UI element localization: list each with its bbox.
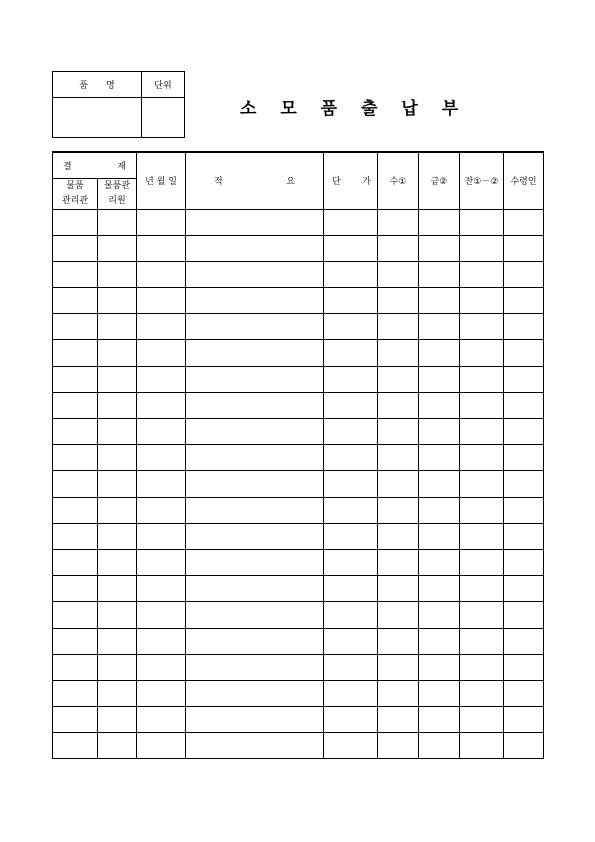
quantity-cell[interactable] [378,549,419,575]
unit-price-cell[interactable] [324,340,378,366]
amount-cell[interactable] [419,602,460,628]
amount-cell[interactable] [419,314,460,340]
description-cell[interactable] [186,680,324,706]
amount-cell[interactable] [419,340,460,366]
unit-price-cell[interactable] [324,549,378,575]
amount-cell[interactable] [419,419,460,445]
quantity-cell[interactable] [378,602,419,628]
approver-2-header [98,178,137,209]
table-row [53,445,544,471]
amount-cell[interactable] [419,733,460,759]
approver-2-cell[interactable] [98,549,137,575]
unit-header [142,72,184,98]
balance-cell[interactable] [460,235,504,261]
description-cell[interactable] [186,392,324,418]
date-cell[interactable] [137,654,186,680]
amount-cell[interactable] [419,707,460,733]
amount-cell[interactable] [419,392,460,418]
date-cell[interactable] [137,314,186,340]
approver-2-cell[interactable] [98,366,137,392]
amount-cell[interactable] [419,471,460,497]
approver-2-cell[interactable] [98,707,137,733]
approver-2-cell[interactable] [98,628,137,654]
approver-1-cell[interactable] [53,261,98,287]
unit-price-cell[interactable] [324,209,378,235]
balance-cell[interactable] [460,576,504,602]
approver-1-cell[interactable] [53,209,98,235]
recipient-seal-cell[interactable] [504,314,544,340]
approver-2-cell[interactable] [98,602,137,628]
description-cell[interactable] [186,602,324,628]
recipient-seal-cell[interactable] [504,235,544,261]
balance-cell[interactable] [460,497,504,523]
approver-2-cell[interactable] [98,497,137,523]
balance-cell[interactable] [460,654,504,680]
approver-1-cell[interactable] [53,288,98,314]
amount-label: 금② [430,177,448,188]
amount-cell[interactable] [419,445,460,471]
balance-cell[interactable] [460,314,504,340]
table-row [53,654,544,680]
approver-2-cell[interactable] [98,523,137,549]
date-cell[interactable] [137,340,186,366]
date-cell[interactable] [137,602,186,628]
quantity-cell[interactable] [378,628,419,654]
approver-2-cell[interactable] [98,680,137,706]
balance-cell[interactable] [460,392,504,418]
description-cell[interactable] [186,549,324,575]
approver-2-cell[interactable] [98,576,137,602]
description-cell[interactable] [186,471,324,497]
description-label-2: 요 [286,177,295,188]
recipient-seal-cell[interactable] [504,471,544,497]
amount-cell[interactable] [419,523,460,549]
balance-cell[interactable] [460,628,504,654]
approver-1-cell[interactable] [53,471,98,497]
table-row [53,340,544,366]
ledger-body [53,209,544,759]
balance-cell[interactable] [460,549,504,575]
quantity-header [378,152,419,209]
approver-2-cell[interactable] [98,288,137,314]
ledger-table [52,151,544,759]
description-cell[interactable] [186,419,324,445]
unit-price-cell[interactable] [324,235,378,261]
recipient-seal-label: 수령인 [510,177,537,188]
balance-cell[interactable] [460,209,504,235]
balance-cell[interactable] [460,288,504,314]
item-name-header [53,72,142,98]
quantity-cell[interactable] [378,471,419,497]
date-cell[interactable] [137,497,186,523]
date-cell[interactable] [137,288,186,314]
unit-price-cell[interactable] [324,366,378,392]
quantity-label: 수① [389,177,407,188]
table-row [53,419,544,445]
approver-1-cell[interactable] [53,733,98,759]
recipient-seal-cell[interactable] [504,419,544,445]
unit-price-label-2: 가 [362,177,371,188]
description-cell[interactable] [186,445,324,471]
description-header [186,152,324,209]
description-cell[interactable] [186,497,324,523]
approver-1-header [53,178,98,209]
date-cell[interactable] [137,707,186,733]
quantity-cell[interactable] [378,366,419,392]
amount-cell[interactable] [419,549,460,575]
approver-1-cell[interactable] [53,235,98,261]
balance-cell[interactable] [460,471,504,497]
amount-cell[interactable] [419,628,460,654]
amount-cell[interactable] [419,497,460,523]
quantity-cell[interactable] [378,680,419,706]
approver-2-cell[interactable] [98,340,137,366]
approver-2-cell[interactable] [98,471,137,497]
description-label-1: 적 [214,177,223,188]
date-cell[interactable] [137,680,186,706]
approver-1-cell[interactable] [53,680,98,706]
unit-price-cell[interactable] [324,654,378,680]
header-row-1 [53,152,544,178]
description-cell[interactable] [186,576,324,602]
quantity-cell[interactable] [378,209,419,235]
unit-price-cell[interactable] [324,419,378,445]
approver-1-cell[interactable] [53,497,98,523]
balance-label: 잔①－② [464,177,499,188]
amount-cell[interactable] [419,654,460,680]
balance-cell[interactable] [460,707,504,733]
approval-label-2: 재 [117,161,126,172]
unit-label: 단위 [154,81,172,91]
description-cell[interactable] [186,654,324,680]
unit-price-cell[interactable] [324,576,378,602]
quantity-cell[interactable] [378,445,419,471]
approver-1-cell[interactable] [53,549,98,575]
quantity-cell[interactable] [378,523,419,549]
date-cell[interactable] [137,445,186,471]
recipient-seal-cell[interactable] [504,628,544,654]
approver-1-cell[interactable] [53,314,98,340]
quantity-cell[interactable] [378,288,419,314]
quantity-cell[interactable] [378,235,419,261]
description-cell[interactable] [186,366,324,392]
unit-price-cell[interactable] [324,628,378,654]
unit-price-label-1: 단 [332,177,341,188]
recipient-seal-cell[interactable] [504,654,544,680]
quantity-cell[interactable] [378,707,419,733]
recipient-seal-cell[interactable] [504,576,544,602]
recipient-seal-cell[interactable] [504,288,544,314]
amount-cell[interactable] [419,261,460,287]
approver-1-cell[interactable] [53,602,98,628]
recipient-seal-cell[interactable] [504,392,544,418]
balance-header [460,152,504,209]
date-cell[interactable] [137,523,186,549]
approver-2-cell[interactable] [98,419,137,445]
quantity-cell[interactable] [378,733,419,759]
balance-cell[interactable] [460,366,504,392]
recipient-seal-cell[interactable] [504,209,544,235]
approver-2-cell[interactable] [98,733,137,759]
balance-cell[interactable] [460,680,504,706]
approver-2-cell[interactable] [98,209,137,235]
amount-cell[interactable] [419,366,460,392]
approver-1-cell[interactable] [53,576,98,602]
table-row [53,707,544,733]
approver-1-label-1: 물품 [66,180,84,191]
date-cell[interactable] [137,549,186,575]
table-row [53,366,544,392]
table-row [53,733,544,759]
approver-1-cell[interactable] [53,523,98,549]
unit-price-cell[interactable] [324,523,378,549]
page-title [240,94,490,119]
recipient-seal-cell[interactable] [504,445,544,471]
approver-1-cell[interactable] [53,419,98,445]
unit-price-cell[interactable] [324,497,378,523]
balance-cell[interactable] [460,602,504,628]
table-row [53,261,544,287]
recipient-seal-cell[interactable] [504,366,544,392]
date-cell[interactable] [137,419,186,445]
table-row [53,497,544,523]
recipient-seal-cell[interactable] [504,261,544,287]
approval-label-1: 결 [63,161,72,172]
date-label: 년 월 일 [145,177,177,188]
description-cell[interactable] [186,288,324,314]
recipient-seal-cell[interactable] [504,549,544,575]
balance-cell[interactable] [460,419,504,445]
balance-cell[interactable] [460,733,504,759]
approver-1-cell[interactable] [53,366,98,392]
unit-price-cell[interactable] [324,314,378,340]
table-row [53,288,544,314]
unit-price-cell[interactable] [324,288,378,314]
description-cell[interactable] [186,733,324,759]
amount-cell[interactable] [419,209,460,235]
description-cell[interactable] [186,209,324,235]
description-cell[interactable] [186,340,324,366]
approver-2-cell[interactable] [98,654,137,680]
unit-price-cell[interactable] [324,733,378,759]
quantity-cell[interactable] [378,261,419,287]
quantity-cell[interactable] [378,654,419,680]
balance-cell[interactable] [460,445,504,471]
recipient-seal-cell[interactable] [504,523,544,549]
amount-cell[interactable] [419,680,460,706]
table-row [53,471,544,497]
table-row [53,602,544,628]
recipient-seal-cell[interactable] [504,602,544,628]
unit-price-cell[interactable] [324,471,378,497]
table-row [53,235,544,261]
amount-cell[interactable] [419,288,460,314]
unit-price-cell[interactable] [324,445,378,471]
quantity-cell[interactable] [378,340,419,366]
description-cell[interactable] [186,707,324,733]
recipient-seal-cell[interactable] [504,680,544,706]
approver-2-cell[interactable] [98,392,137,418]
table-row [53,576,544,602]
unit-price-cell[interactable] [324,680,378,706]
date-cell[interactable] [137,261,186,287]
table-row [53,392,544,418]
approver-2-label-2: 리원 [108,195,126,206]
description-cell[interactable] [186,314,324,340]
balance-cell[interactable] [460,523,504,549]
unit-price-cell[interactable] [324,602,378,628]
item-unit-box [52,71,185,138]
recipient-seal-header [504,152,544,209]
quantity-cell[interactable] [378,576,419,602]
table-row [53,314,544,340]
date-cell[interactable] [137,628,186,654]
unit-price-header [324,152,378,209]
approver-2-cell[interactable] [98,235,137,261]
amount-cell[interactable] [419,235,460,261]
approver-1-cell[interactable] [53,445,98,471]
quantity-cell[interactable] [378,419,419,445]
approver-1-label-2: 관리관 [61,195,89,206]
approver-2-label-1: 물품관 [103,180,131,191]
description-cell[interactable] [186,523,324,549]
item-name-field[interactable] [53,98,142,137]
table-row [53,209,544,235]
table-row [53,628,544,654]
table-row [53,523,544,549]
unit-price-cell[interactable] [324,261,378,287]
approver-1-cell[interactable] [53,707,98,733]
recipient-seal-cell[interactable] [504,340,544,366]
date-cell[interactable] [137,576,186,602]
quantity-cell[interactable] [378,497,419,523]
approver-1-cell[interactable] [53,392,98,418]
balance-cell[interactable] [460,340,504,366]
date-cell[interactable] [137,471,186,497]
description-cell[interactable] [186,628,324,654]
amount-header [419,152,460,209]
page-title-text: 소 모 품 출 납 부 [240,99,459,119]
description-cell[interactable] [186,235,324,261]
quantity-cell[interactable] [378,392,419,418]
approver-1-cell[interactable] [53,628,98,654]
item-name-label: 품명 [79,81,133,91]
balance-cell[interactable] [460,261,504,287]
table-row [53,680,544,706]
approver-2-cell[interactable] [98,445,137,471]
approver-2-cell[interactable] [98,314,137,340]
recipient-seal-cell[interactable] [504,733,544,759]
unit-field[interactable] [142,98,184,137]
approval-header [53,152,137,178]
table-row [53,549,544,575]
date-cell[interactable] [137,209,186,235]
date-cell[interactable] [137,733,186,759]
approver-1-cell[interactable] [53,654,98,680]
approver-2-cell[interactable] [98,261,137,287]
unit-price-cell[interactable] [324,392,378,418]
amount-cell[interactable] [419,576,460,602]
recipient-seal-cell[interactable] [504,707,544,733]
approver-1-cell[interactable] [53,340,98,366]
quantity-cell[interactable] [378,314,419,340]
recipient-seal-cell[interactable] [504,497,544,523]
date-cell[interactable] [137,235,186,261]
date-cell[interactable] [137,366,186,392]
date-header [137,152,186,209]
unit-price-cell[interactable] [324,707,378,733]
date-cell[interactable] [137,392,186,418]
description-cell[interactable] [186,261,324,287]
